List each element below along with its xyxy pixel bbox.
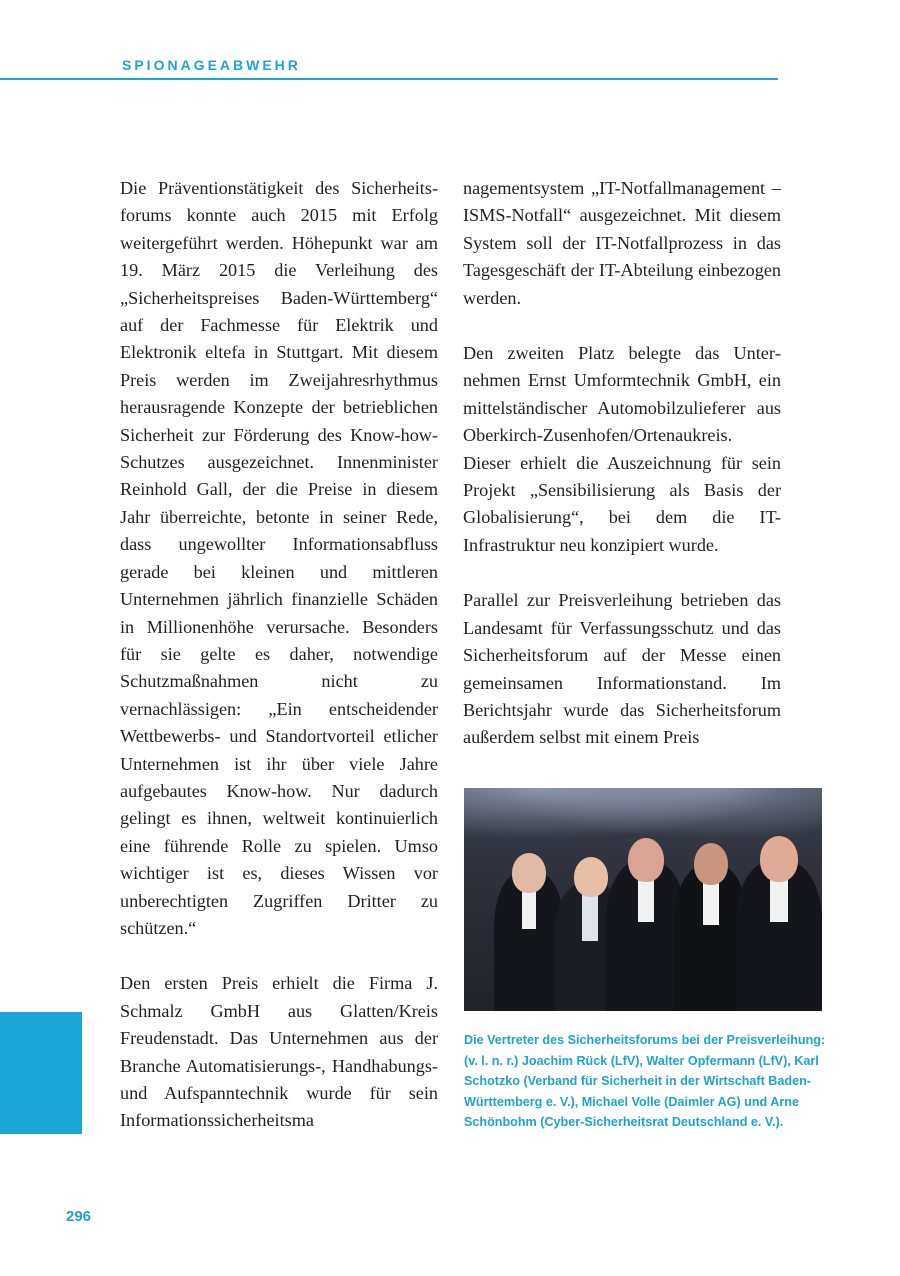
left-paragraph-1: Die Präventionstätigkeit des Sicherheitsforums konnte auch 2015 mit Erfolg weitergeführt werden. Höhepunkt war am 19. März 2015 die Verleihung des „Sicherheitspreises Baden-Württemberg“ auf der Fachmesse für Elektrik und Elektronik eltefa in Stuttgart. Mit diesem Preis werden im Zweijahresrhythmus herausragende Konzepte der betrieblichen Sicherheit zur Förderung des Know-how-Schutzes ausgezeichnet. Innenminister Reinhold Gall, der die Preise in diesem Jahr überreichte, betonte in seiner Rede, dass ungewollter Informationsabfluss gerade bei kleinen und mittleren Unternehmen jährlich finanzielle Schäden in Millionenhöhe verursache. Besonders für sie gelte es daher, notwendige Schutzmaßnahmen nicht zu vernachlässigen: „Ein entscheidender Wettbewerbs- und Standortvorteil etlicher Unternehmen ist ihr über viele Jahre aufgebautes Know-how. Nur dadurch gelingt es ihnen, weltweit kontinuierlich eine führende Rolle zu spielen. Umso wichtiger ist es, dieses Wissen vor unberechtigten Zugriffen Dritter zu schützen.“ <box>120 178 438 938</box>
header-rule <box>0 78 778 80</box>
left-column <box>120 175 438 1163</box>
right-column <box>463 175 781 780</box>
side-color-tab <box>0 1012 82 1134</box>
person-figure <box>736 816 822 1011</box>
right-paragraph-1: nagementsystem „IT-Notfallmanagement – ISMS-Notfall“ ausgezeichnet. Mit diesem System soll der IT-Notfallprozess in das Tagesgeschäft der IT-Abteilung einbezogen werden. <box>463 178 781 308</box>
photo-caption: Die Vertreter des Sicherheitsforums bei der Preisverleihung: (v. l. n. r.) Joachim Rück (LfV), Walter Opfermann (LfV), Karl Schotzko (Verband für Sicherheit in der Wirtschaft Baden-Württemberg e. V.), Michael Volle (Daimler AG) und Arne Schönbohm (Cyber-Sicherheitsrat Deutschland e. V.). <box>464 1033 826 1130</box>
section-title: SPIONAGEABWEHR <box>122 57 301 73</box>
award-photo <box>464 788 822 1011</box>
right-paragraph-2: Den zweiten Platz belegte das Unternehmen Ernst Umformtechnik GmbH, ein mittelständischer Automobilzulieferer aus Oberkirch-Zusenhofen/Ortenaukreis. Dieser erhielt die Auszeichnung für sein Projekt „Sensibilisierung als Basis der Globalisierung“, bei dem die IT-Infrastruktur neu konzipiert wurde. <box>463 343 781 555</box>
page-number: 296 <box>66 1208 92 1225</box>
left-paragraph-2: Den ersten Preis erhielt die Firma J. Schmalz GmbH aus Glatten/Kreis Freudenstadt. Das Unternehmen aus der Branche Automatisierungs-, Handhabungs- und Aufspanntechnik wurde für sein Informationssicherheitsma <box>120 973 438 1131</box>
right-paragraph-3: Parallel zur Preisverleihung betrieben das Landesamt für Verfassungsschutz und das Sicherheitsforum auf der Messe einen gemeinsamen Informationstand. Im Berichtsjahr wurde das Sicherheitsforum außerdem selbst mit einem Preis <box>463 590 781 748</box>
